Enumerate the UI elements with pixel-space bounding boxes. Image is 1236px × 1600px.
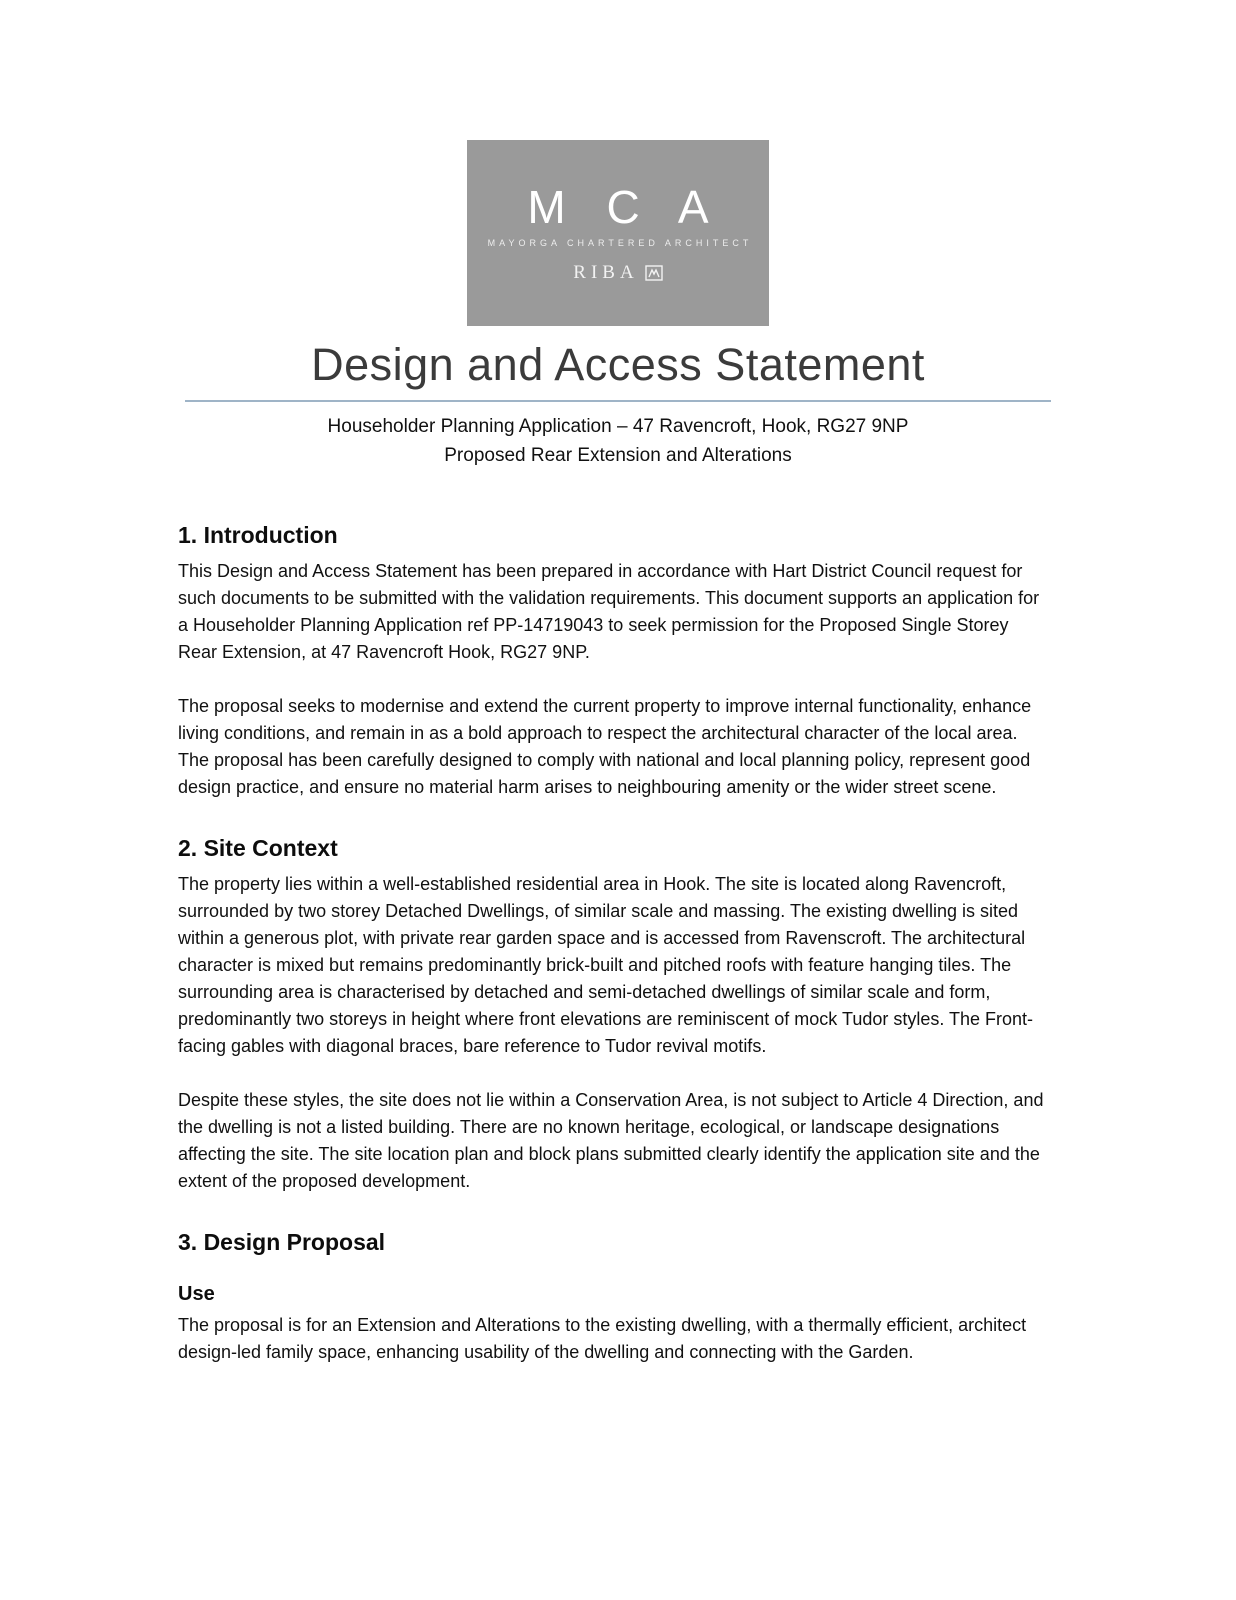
subtitle-block: [0, 412, 1236, 471]
site-context-paragraph-1: The property lies within a well-established residential area in Hook. The site is located along Ravencroft, surrounded by two storey Detached Dwellings, of similar scale and massing. The existing dwelling is sited within a generous plot, with private rear garden space and is accessed from Ravenscroft. The architectural character is mixed but remains predominantly brick-built and pitched roofs with feature hanging tiles. The surrounding area is characterised by detached and semi-detached dwellings of similar scale and form, predominantly two storeys in height where front elevations are reminiscent of mock Tudor styles. The Front-facing gables with diagonal braces, bare reference to Tudor revival motifs.: [178, 873, 1034, 1056]
site-context-paragraph-2: Despite these styles, the site does not lie within a Conservation Area, is not subject to Article 4 Direction, and the dwelling is not a listed building. There are no known heritage, ecological, or landscape designations affecting the site. The site location plan and block plans submitted clearly identify the application site and the extent of the proposed development.: [178, 1089, 1044, 1191]
introduction-paragraph-1: This Design and Access Statement has been prepared in accordance with Hart District Council request for such documents to be submitted with the validation requirements. This document supports an application for a Householder Planning Application ref PP-14719043 to seek permission for the Proposed Single Storey Rear Extension, at 47 Ravencroft Hook, RG27 9NP.: [178, 560, 1040, 662]
riba-line: [573, 262, 662, 284]
document-body: [178, 522, 1050, 1366]
document-title: Design and Access Statement: [311, 339, 925, 390]
subtitle-line-2: Proposed Rear Extension and Alterations: [444, 444, 792, 466]
logo-acronym: M C A: [527, 180, 723, 233]
riba-text: RIBA: [573, 262, 639, 284]
section-heading-introduction: 1. Introduction: [178, 522, 338, 549]
logo-subtitle: MAYORGA CHARTERED ARCHITECT: [487, 238, 753, 249]
introduction-paragraph-2: The proposal seeks to modernise and extend the current property to improve internal functionality, enhance living conditions, and remain in as a bold approach to respect the architectural character of the local area. The proposal has been carefully designed to comply with national and local planning policy, represent good design practice, and ensure no material harm arises to neighbouring amenity or the wider street scene.: [178, 695, 1032, 797]
use-paragraph-1: The proposal is for an Extension and Alterations to the existing dwelling, with a thermally efficient, architect design-led family space, enhancing usability of the dwelling and connecting with the Garden.: [178, 1315, 1027, 1363]
company-logo: [467, 140, 769, 326]
section-heading-site-context: 2. Site Context: [178, 834, 338, 861]
section-heading-design-proposal: 3. Design Proposal: [178, 1228, 386, 1255]
subtitle-line-1: Householder Planning Application – 47 Ravencroft, Hook, RG27 9NP: [327, 415, 909, 437]
subsection-heading-use: Use: [178, 1283, 215, 1306]
riba-crest-icon: [645, 264, 663, 282]
title-block: [185, 340, 1051, 402]
